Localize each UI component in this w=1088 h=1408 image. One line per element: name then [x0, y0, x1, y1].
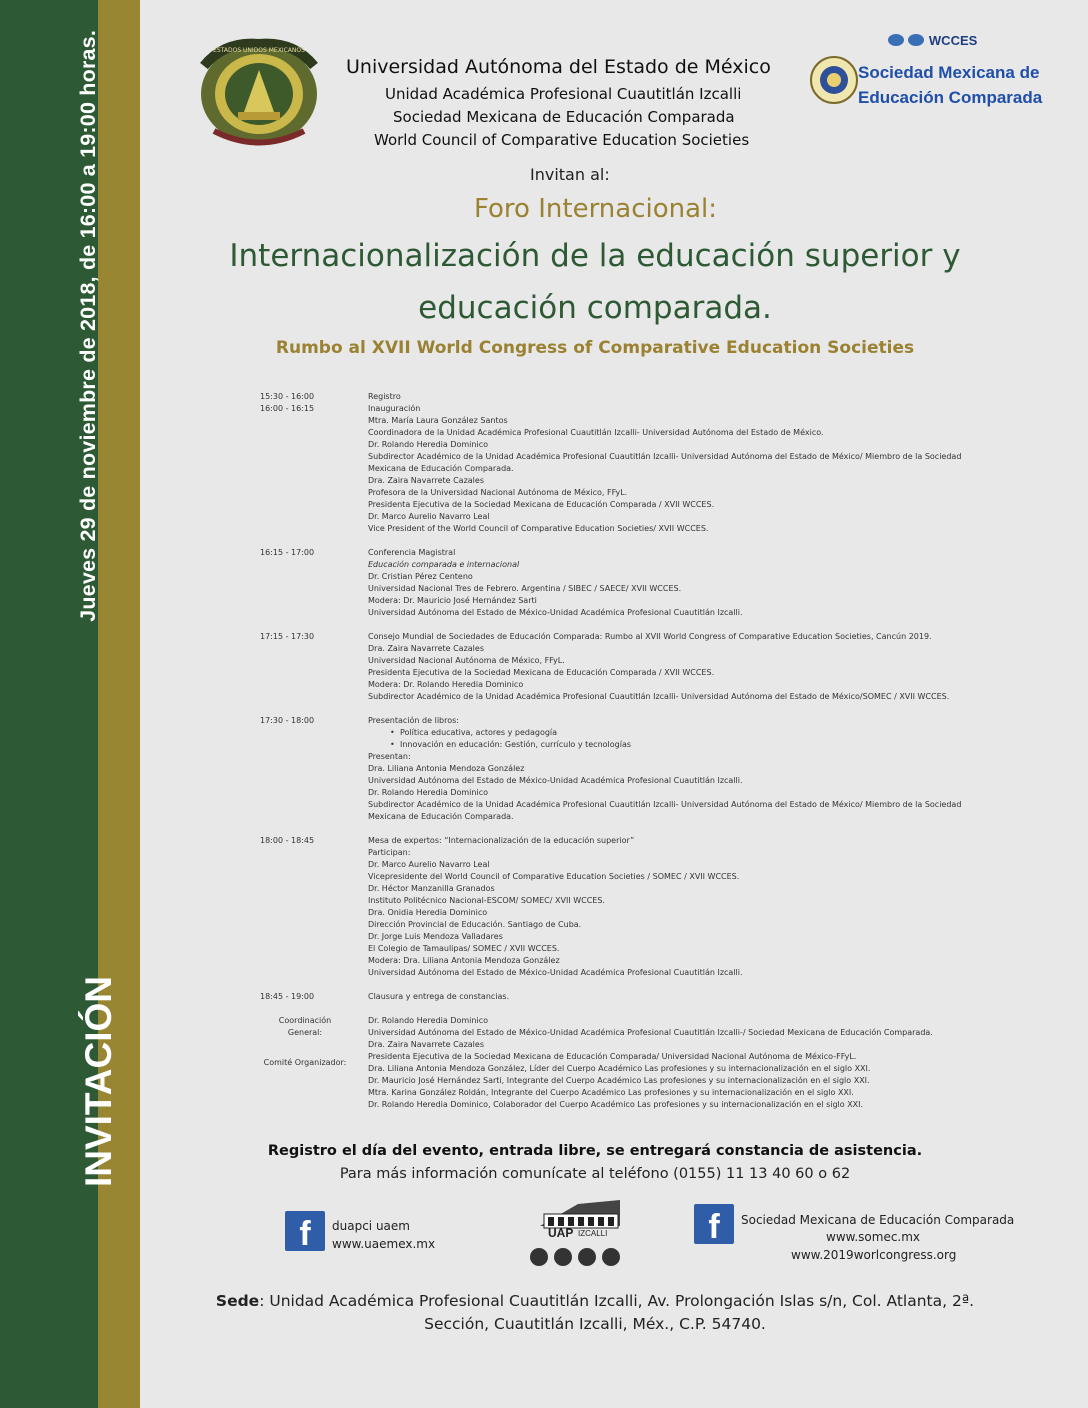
schedule-line: Vicepresidente del World Council of Comparative Education Societies / SOMEC / XVII WCCES.: [368, 872, 740, 881]
coordination-line: Dr. Rolando Heredia Dominico, Colaborador del Cuerpo Académico Las profesiones y su internacionalización en el siglo XXI.: [368, 1100, 864, 1109]
schedule-line: Presidenta Ejecutiva de la Sociedad Mexicana de Educación Comparada / XVII WCCES.: [368, 668, 715, 677]
coordination-block: [260, 1015, 980, 1111]
seal-inscription: ESTADOS UNIDOS MEXICANOS: [213, 47, 305, 54]
schedule-line: Subdirector Académico de la Unidad Académica Profesional Cuautitlán Izcalli- Universidad Autónoma del Estado de México/SOMEC / XVII WCCES.: [368, 692, 950, 701]
schedule-line: Dirección Provincial de Educación. Santiago de Cuba.: [368, 920, 582, 929]
schedule-line: El Colegio de Tamaulipas/ SOMEC / XVII WCCES.: [368, 944, 560, 953]
schedule-line: Dr. Héctor Manzanilla Granados: [368, 884, 495, 893]
schedule-line: Subdirector Académico de la Unidad Académica Profesional Cuautitlán Izcalli- Universidad Autónoma del Estado de México/ Miembro de la Sociedad: [368, 800, 962, 809]
coordination-line: Dr. Rolando Heredia Dominico: [368, 1016, 488, 1025]
schedule-time: 18:00 - 18:45: [260, 836, 315, 845]
schedule-time: 18:45 - 19:00: [260, 992, 315, 1001]
event-title: [200, 230, 990, 334]
schedule-line: Profesora de la Universidad Nacional Autónoma de México, FFyL.: [368, 488, 628, 497]
wcces-logo: [888, 33, 1008, 55]
schedule-line: Modera: Dr. Mauricio José Hernández Sarti: [368, 596, 537, 605]
venue-address-line-1: [200, 1290, 990, 1313]
schedule-line: Presidenta Ejecutiva de la Sociedad Mexicana de Educación Comparada / XVII WCCES.: [368, 500, 715, 509]
schedule-line: Universidad Nacional Tres de Febrero. Argentina / SIBEC / SAECE/ XVII WCCES.: [368, 584, 682, 593]
schedule-item: [260, 715, 980, 823]
schedule-time: 16:15 - 17:00: [260, 548, 315, 557]
schedule-line: Universidad Autónoma del Estado de México-Unidad Académica Profesional Cuautitlán Izcalli.: [368, 968, 743, 977]
somec-logo-text: Sociedad Mexicana de Educación Comparada: [858, 63, 1043, 107]
schedule-line: Dra. Zaira Navarrete Cazales: [368, 476, 484, 485]
wcces-label: WCCES: [928, 33, 978, 48]
forum-label: Foro Internacional:: [474, 194, 718, 224]
somec-website-link[interactable]: www.somec.mx: [826, 1230, 921, 1244]
schedule-time: 17:15 - 17:30: [260, 632, 315, 641]
schedule-item: [260, 547, 980, 619]
schedule-line: Clausura y entrega de constancias.: [368, 992, 510, 1001]
event-title-line-1: Internacionalización de la educación superior y: [229, 238, 961, 274]
facebook-icon[interactable]: f: [694, 1204, 734, 1244]
book-bullet: • Política educativa, actores y pedagogía: [368, 727, 980, 739]
schedule-line: Instituto Politécnico Nacional-ESCOM/ SOMEC/ XVII WCCES.: [368, 896, 605, 905]
schedule-line: Registro: [368, 392, 401, 401]
uap-emblems: [530, 1248, 620, 1266]
schedule-line: Presentación de libros:: [368, 716, 459, 725]
schedule-line: Participan:: [368, 848, 411, 857]
registration-note: Registro el día del evento, entrada libre, se entregará constancia de asistencia.: [267, 1143, 923, 1159]
schedule-line: Dra. Zaira Navarrete Cazales: [368, 644, 484, 653]
schedule-line: Dr. Marco Aurelio Navarro Leal: [368, 512, 490, 521]
schedule-line: Presentan:: [368, 752, 411, 761]
society-name: Sociedad Mexicana de Educación Comparada: [393, 108, 735, 126]
somec-seal-logo: [810, 56, 858, 109]
venue-address-text: : Unidad Académica Profesional Cuautitlán Izcalli, Av. Prolongación Islas s/n, Col. Atlanta, 2ª.: [259, 1292, 975, 1310]
schedule-line: Subdirector Académico de la Unidad Académica Profesional Cuautitlán Izcalli- Universidad Autónoma del Estado de México/ Miembro de la Sociedad: [368, 452, 962, 461]
uap-sublabel: IZCALLI: [578, 1229, 608, 1238]
schedule-item: [260, 631, 980, 703]
schedule-line: Vice President of the World Council of Comparative Education Societies/ XVII WCCES.: [368, 524, 709, 533]
coordination-line: Dra. Liliana Antonia Mendoza González, Líder del Cuerpo Académico Las profesiones y su internacionalización en el siglo XXI.: [368, 1064, 871, 1073]
uaem-website-link[interactable]: www.uaemex.mx: [332, 1237, 436, 1251]
program-schedule: [260, 391, 980, 1123]
schedule-line: Mexicana de Educación Comparada.: [368, 464, 514, 473]
schedule-line: Consejo Mundial de Sociedades de Educación Comparada: Rumbo al XVII World Congress of Comparative Education Societies, Cancún 2019.: [368, 632, 932, 641]
schedule-line: Universidad Autónoma del Estado de México-Unidad Académica Profesional Cuautitlán Izcalli.: [368, 776, 743, 785]
event-date-vertical: Jueves 29 de noviembre de 2018, de 16:00 a 19:00 horas.: [76, 30, 100, 622]
emblem-icon: [554, 1248, 572, 1266]
unit-name: Unidad Académica Profesional Cuautitlán Izcalli: [385, 85, 742, 103]
venue-address: [200, 1290, 990, 1336]
schedule-line: Inauguración: [368, 404, 421, 413]
event-subtitle: Rumbo al XVII World Congress of Comparative Education Societies: [275, 338, 915, 358]
venue-label: Sede: [215, 1292, 260, 1310]
schedule-item: [260, 391, 980, 403]
coordination-label-line-1: Coordinación: [278, 1016, 332, 1025]
emblem-icon: [578, 1248, 596, 1266]
schedule-line: Dra. Onidia Heredia Dominico: [368, 908, 488, 917]
schedule-line: Dr. Marco Aurelio Navarro Leal: [368, 860, 490, 869]
schedule-line: Coordinadora de la Unidad Académica Profesional Cuautitlán Izcalli- Universidad Autónoma del Estado de México.: [368, 428, 824, 437]
schedule-line: Dr. Jorge Luis Mendoza Valladares: [368, 932, 503, 941]
somec-facebook-name[interactable]: Sociedad Mexicana de Educación Comparada: [741, 1213, 1015, 1227]
schedule-line: Conferencia Magistral: [368, 548, 456, 557]
schedule-line: Universidad Autónoma del Estado de México-Unidad Académica Profesional Cuautitlán Izcalli.: [368, 608, 743, 617]
coordination-line: Dra. Zaira Navarrete Cazales: [368, 1040, 484, 1049]
sidebar-gold-stripe: [98, 0, 140, 1408]
schedule-time: 15:30 - 16:00: [260, 392, 315, 401]
emblem-icon: [602, 1248, 620, 1266]
coordination-line: Mtra. Karina González Roldán, Integrante del Cuerpo Académico Las profesiones y su internacionalización en el siglo XXI.: [368, 1088, 854, 1097]
coordination-line: Dr. Mauricio José Hernández Sarti, Integrante del Cuerpo Académico Las profesiones y su internacionalización en el siglo XXI.: [368, 1076, 870, 1085]
book-bullet: • Innovación en educación: Gestión, currículo y tecnologías: [368, 739, 980, 751]
coordination-line: Universidad Autónoma del Estado de México-Unidad Académica Profesional Cuautitlán Izcalli-/ Sociedad Mexicana de Educación Comparada.: [368, 1028, 933, 1037]
schedule-time: 16:00 - 16:15: [260, 404, 315, 413]
schedule-line: Modera: Dra. Liliana Antonia Mendoza González: [368, 956, 560, 965]
contact-info: Para más información comunícate al teléfono (0155) 11 13 40 60 o 62: [339, 1166, 851, 1182]
uaem-seal-logo: [194, 36, 324, 153]
schedule-line: Mtra. María Laura González Santos: [368, 416, 508, 425]
council-name: World Council of Comparative Education Societies: [374, 131, 750, 149]
schedule-item: [260, 991, 980, 1003]
schedule-item: [260, 835, 980, 979]
invitation-vertical: INVITACIÓN: [78, 976, 119, 1188]
schedule-line: Educación comparada e internacional: [368, 560, 520, 569]
coordination-line: Presidenta Ejecutiva de la Sociedad Mexicana de Educación Comparada/ Universidad Nacional Autónoma de México-FFyL.: [368, 1052, 857, 1061]
schedule-line: Modera: Dr. Rolando Heredia Dominico: [368, 680, 524, 689]
schedule-line: Dr. Rolando Heredia Dominico: [368, 788, 488, 797]
schedule-line: Dra. Liliana Antonia Mendoza González: [368, 764, 525, 773]
schedule-line: Mesa de expertos: “Internacionalización de la educación superior”: [368, 836, 635, 845]
coordination-label-line-2: General:: [287, 1028, 323, 1037]
venue-address-line-2: Sección, Cuautitlán Izcalli, Méx., C.P. 54740.: [424, 1315, 766, 1333]
event-title-line-2: educación comparada.: [418, 290, 772, 326]
committee-label: Comité Organizador:: [263, 1058, 347, 1067]
schedule-line: Dr. Cristian Pérez Centeno: [368, 572, 473, 581]
uap-izcalli-logo: [538, 1196, 622, 1268]
uap-label: UAP: [548, 1226, 574, 1240]
university-name: Universidad Autónoma del Estado de México: [346, 56, 771, 78]
congress-website-link[interactable]: www.2019worlcongress.org: [791, 1248, 957, 1262]
facebook-icon[interactable]: f: [285, 1211, 325, 1251]
coordination-label: [260, 1015, 350, 1039]
invite-intro: Invitan al:: [530, 165, 610, 184]
schedule-line: Universidad Nacional Autónoma de México, FFyL.: [368, 656, 565, 665]
schedule-time: 17:30 - 18:00: [260, 716, 315, 725]
schedule-line: Dr. Rolando Heredia Dominico: [368, 440, 488, 449]
facebook-page-name[interactable]: duapci uaem: [332, 1219, 410, 1233]
schedule-item: [260, 403, 980, 535]
schedule-line: Mexicana de Educación Comparada.: [368, 812, 514, 821]
emblem-icon: [530, 1248, 548, 1266]
